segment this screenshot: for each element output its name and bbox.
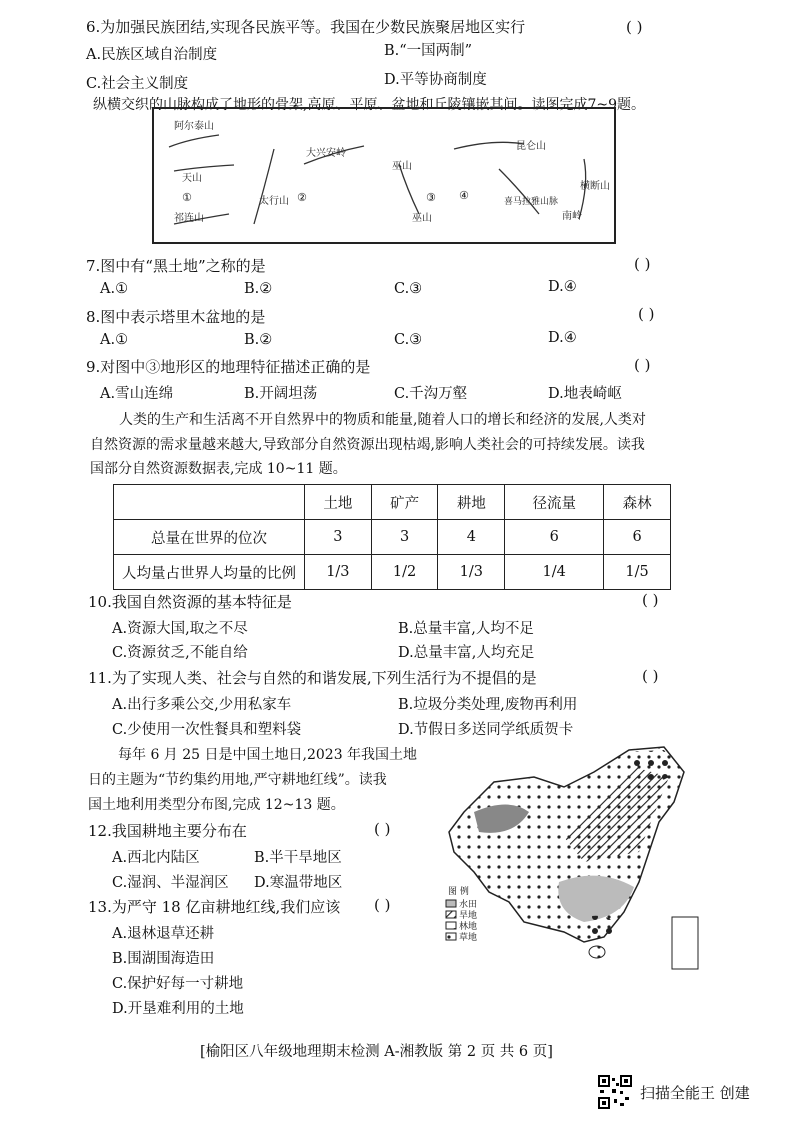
intro-12-13-line-2: 日的主题为“节约集约用地,严守耕地红线”。读我 — [88, 772, 387, 788]
table-header-cell: 土地 — [305, 485, 372, 520]
legend-item: 草地 — [459, 933, 478, 943]
table-cell: 3 — [305, 520, 372, 555]
mountain-range-line — [254, 149, 274, 224]
q13-option-c[interactable]: C.保护好每一寸耕地 — [112, 976, 244, 992]
table-cell: 4 — [438, 520, 505, 555]
q9-option-c[interactable]: C.千沟万壑 — [394, 386, 468, 402]
mountain-range-line — [454, 142, 524, 149]
q9-answer-paren[interactable]: ( ) — [634, 356, 651, 374]
q13-option-a[interactable]: A.退林退草还耕 — [112, 926, 215, 942]
map-label-wushan-2: 巫山 — [412, 213, 432, 224]
qr-code-icon — [598, 1075, 632, 1109]
q7-option-d[interactable]: D.④ — [548, 279, 577, 295]
q7-option-b[interactable]: B.② — [244, 281, 273, 297]
mountain-range-line — [499, 169, 539, 214]
legend-item: 水田 — [459, 900, 478, 910]
q7-stem: 7.图中有“黑土地”之称的是 — [86, 257, 266, 275]
table-cell: 人均量占世界人均量的比例 — [114, 555, 305, 590]
map-marker-3: ③ — [426, 191, 436, 204]
table-header-cell: 耕地 — [438, 485, 505, 520]
map-label-altai: 阿尔泰山 — [174, 121, 214, 132]
legend-swatch-grass — [446, 933, 456, 940]
table-header-cell: 矿产 — [371, 485, 438, 520]
q11-option-b[interactable]: B.垃圾分类处理,废物再利用 — [398, 697, 578, 713]
legend-swatch-forest — [446, 922, 456, 929]
table-header-cell: 径流量 — [505, 485, 604, 520]
intro-7-9: 纵横交织的山脉构成了地形的骨架,高原、平原、盆地和丘陵镶嵌其间。读图完成7~9题。 — [93, 97, 645, 113]
map-label-qilian: 祁连山 — [174, 213, 204, 224]
table-cell: 1/4 — [505, 555, 604, 590]
map-label-himalaya: 喜马拉雅山脉 — [504, 197, 559, 207]
map-label-taihang: 太行山 — [259, 196, 289, 207]
q13-option-b[interactable]: B.围湖围海造田 — [112, 951, 215, 967]
map-marker-2: ② — [297, 191, 307, 204]
q12-option-a[interactable]: A.西北内陆区 — [112, 850, 200, 866]
q6-stem: 6.为加强民族团结,实现各民族平等。我国在少数民族聚居地区实行 — [86, 18, 526, 36]
legend-title: 图 例 — [448, 887, 469, 897]
q7-option-c[interactable]: C.③ — [394, 281, 423, 297]
q12-option-b[interactable]: B.半干旱地区 — [254, 850, 342, 866]
map-label-hengduan: 横断山 — [580, 181, 610, 192]
table-cell: 1/2 — [371, 555, 438, 590]
south-china-sea-inset — [672, 917, 698, 969]
page-footer: [榆阳区八年级地理期末检测 A-湘教版 第 2 页 共 6 页] — [200, 1044, 553, 1060]
q7-option-a[interactable]: A.① — [100, 281, 129, 297]
table-cell: 1/3 — [305, 555, 372, 590]
q8-option-b[interactable]: B.② — [244, 332, 273, 348]
q6-option-b[interactable]: B.“一国两制” — [384, 43, 473, 59]
q6-answer-paren[interactable]: ( ) — [626, 18, 643, 36]
q13-answer-paren[interactable]: ( ) — [374, 896, 391, 914]
relief-map-figure — [154, 109, 614, 242]
q9-option-a[interactable]: A.雪山连绵 — [100, 386, 174, 402]
scanner-watermark: 扫描全能王 创建 — [640, 1084, 750, 1102]
q8-stem: 8.图中表示塔里木盆地的是 — [86, 308, 266, 326]
table-header-cell — [114, 485, 305, 520]
map-label-wushan: 巫山 — [392, 161, 412, 172]
map-label-kunlun: 昆仑山 — [516, 141, 546, 152]
mountain-range-line — [169, 135, 219, 147]
q11-answer-paren[interactable]: ( ) — [642, 667, 659, 685]
legend-item: 旱地 — [459, 911, 478, 921]
q10-option-a[interactable]: A.资源大国,取之不尽 — [112, 621, 248, 637]
q11-option-d[interactable]: D.节假日多送同学纸质贺卡 — [398, 722, 574, 738]
q13-option-d[interactable]: D.开垦难利用的土地 — [112, 1001, 244, 1017]
q8-option-d[interactable]: D.④ — [548, 330, 577, 346]
table-row — [114, 520, 671, 555]
table-cell: 1/5 — [604, 555, 671, 590]
table-row — [114, 555, 671, 590]
q10-option-c[interactable]: C.资源贫乏,不能自给 — [112, 645, 248, 661]
map-marker-1: ① — [182, 191, 192, 204]
q6-option-a[interactable]: A.民族区域自治制度 — [86, 47, 218, 63]
q9-option-d[interactable]: D.地表崎岖 — [548, 386, 622, 402]
table-header-cell: 森林 — [604, 485, 671, 520]
legend-swatch-paddy — [446, 900, 456, 907]
land-use-map — [434, 742, 714, 972]
map-label-nanling: 南岭 — [562, 211, 582, 222]
relief-map — [152, 107, 616, 244]
hainan-island — [589, 946, 605, 958]
q7-answer-paren[interactable]: ( ) — [634, 255, 651, 273]
map-label-daxinganling: 大兴安岭 — [306, 148, 346, 159]
table-cell: 6 — [505, 520, 604, 555]
legend-swatch-dryland — [446, 911, 456, 918]
q12-answer-paren[interactable]: ( ) — [374, 820, 391, 838]
table-cell: 总量在世界的位次 — [114, 520, 305, 555]
intro-12-13-line-1: 每年 6 月 25 日是中国土地日,2023 年我国土地 — [118, 747, 418, 763]
q13-stem: 13.为严守 18 亿亩耕地红线,我们应该 — [88, 898, 341, 916]
resource-table — [113, 484, 671, 590]
map-marker-4: ④ — [459, 189, 469, 202]
legend-item: 林地 — [459, 922, 478, 932]
q11-stem: 11.为了实现人类、社会与自然的和谐发展,下列生活行为不提倡的是 — [88, 669, 537, 687]
table-header-row — [114, 485, 671, 520]
map-label-tianshan: 天山 — [182, 173, 202, 184]
q9-stem: 9.对图中③地形区的地理特征描述正确的是 — [86, 358, 371, 376]
intro-12-13-line-3: 国土地利用类型分布图,完成 12~13 题。 — [88, 797, 345, 813]
q10-option-b[interactable]: B.总量丰富,人均不足 — [398, 621, 534, 637]
q12-option-c[interactable]: C.湿润、半湿润区 — [112, 875, 229, 891]
mountain-range-line — [174, 165, 234, 171]
q10-stem: 10.我国自然资源的基本特征是 — [88, 593, 292, 611]
table-cell: 3 — [371, 520, 438, 555]
q12-stem: 12.我国耕地主要分布在 — [88, 822, 247, 840]
table-cell: 1/3 — [438, 555, 505, 590]
q10-answer-paren[interactable]: ( ) — [642, 591, 659, 609]
intro-10-11-line-2: 自然资源的需求量越来越大,导致部分自然资源出现枯竭,影响人类社会的可持续发展。读我 — [90, 437, 645, 453]
q11-option-a[interactable]: A.出行多乘公交,少用私家车 — [112, 697, 292, 713]
q8-option-c[interactable]: C.③ — [394, 332, 423, 348]
q12-option-d[interactable]: D.寒温带地区 — [254, 875, 343, 891]
intro-10-11-line-1: 人类的生产和生活离不开自然界中的物质和能量,随着人口的增长和经济的发展,人类对 — [119, 412, 646, 428]
q10-option-d[interactable]: D.总量丰富,人均充足 — [398, 645, 535, 661]
q6-option-d[interactable]: D.平等协商制度 — [384, 72, 487, 88]
intro-10-11-line-3: 国部分自然资源数据表,完成 10~11 题。 — [90, 461, 347, 477]
q11-option-c[interactable]: C.少使用一次性餐具和塑料袋 — [112, 722, 302, 738]
q9-option-b[interactable]: B.开阔坦荡 — [244, 386, 318, 402]
q8-answer-paren[interactable]: ( ) — [638, 305, 655, 323]
q8-option-a[interactable]: A.① — [100, 332, 129, 348]
q6-option-c[interactable]: C.社会主义制度 — [86, 76, 189, 92]
table-cell: 6 — [604, 520, 671, 555]
